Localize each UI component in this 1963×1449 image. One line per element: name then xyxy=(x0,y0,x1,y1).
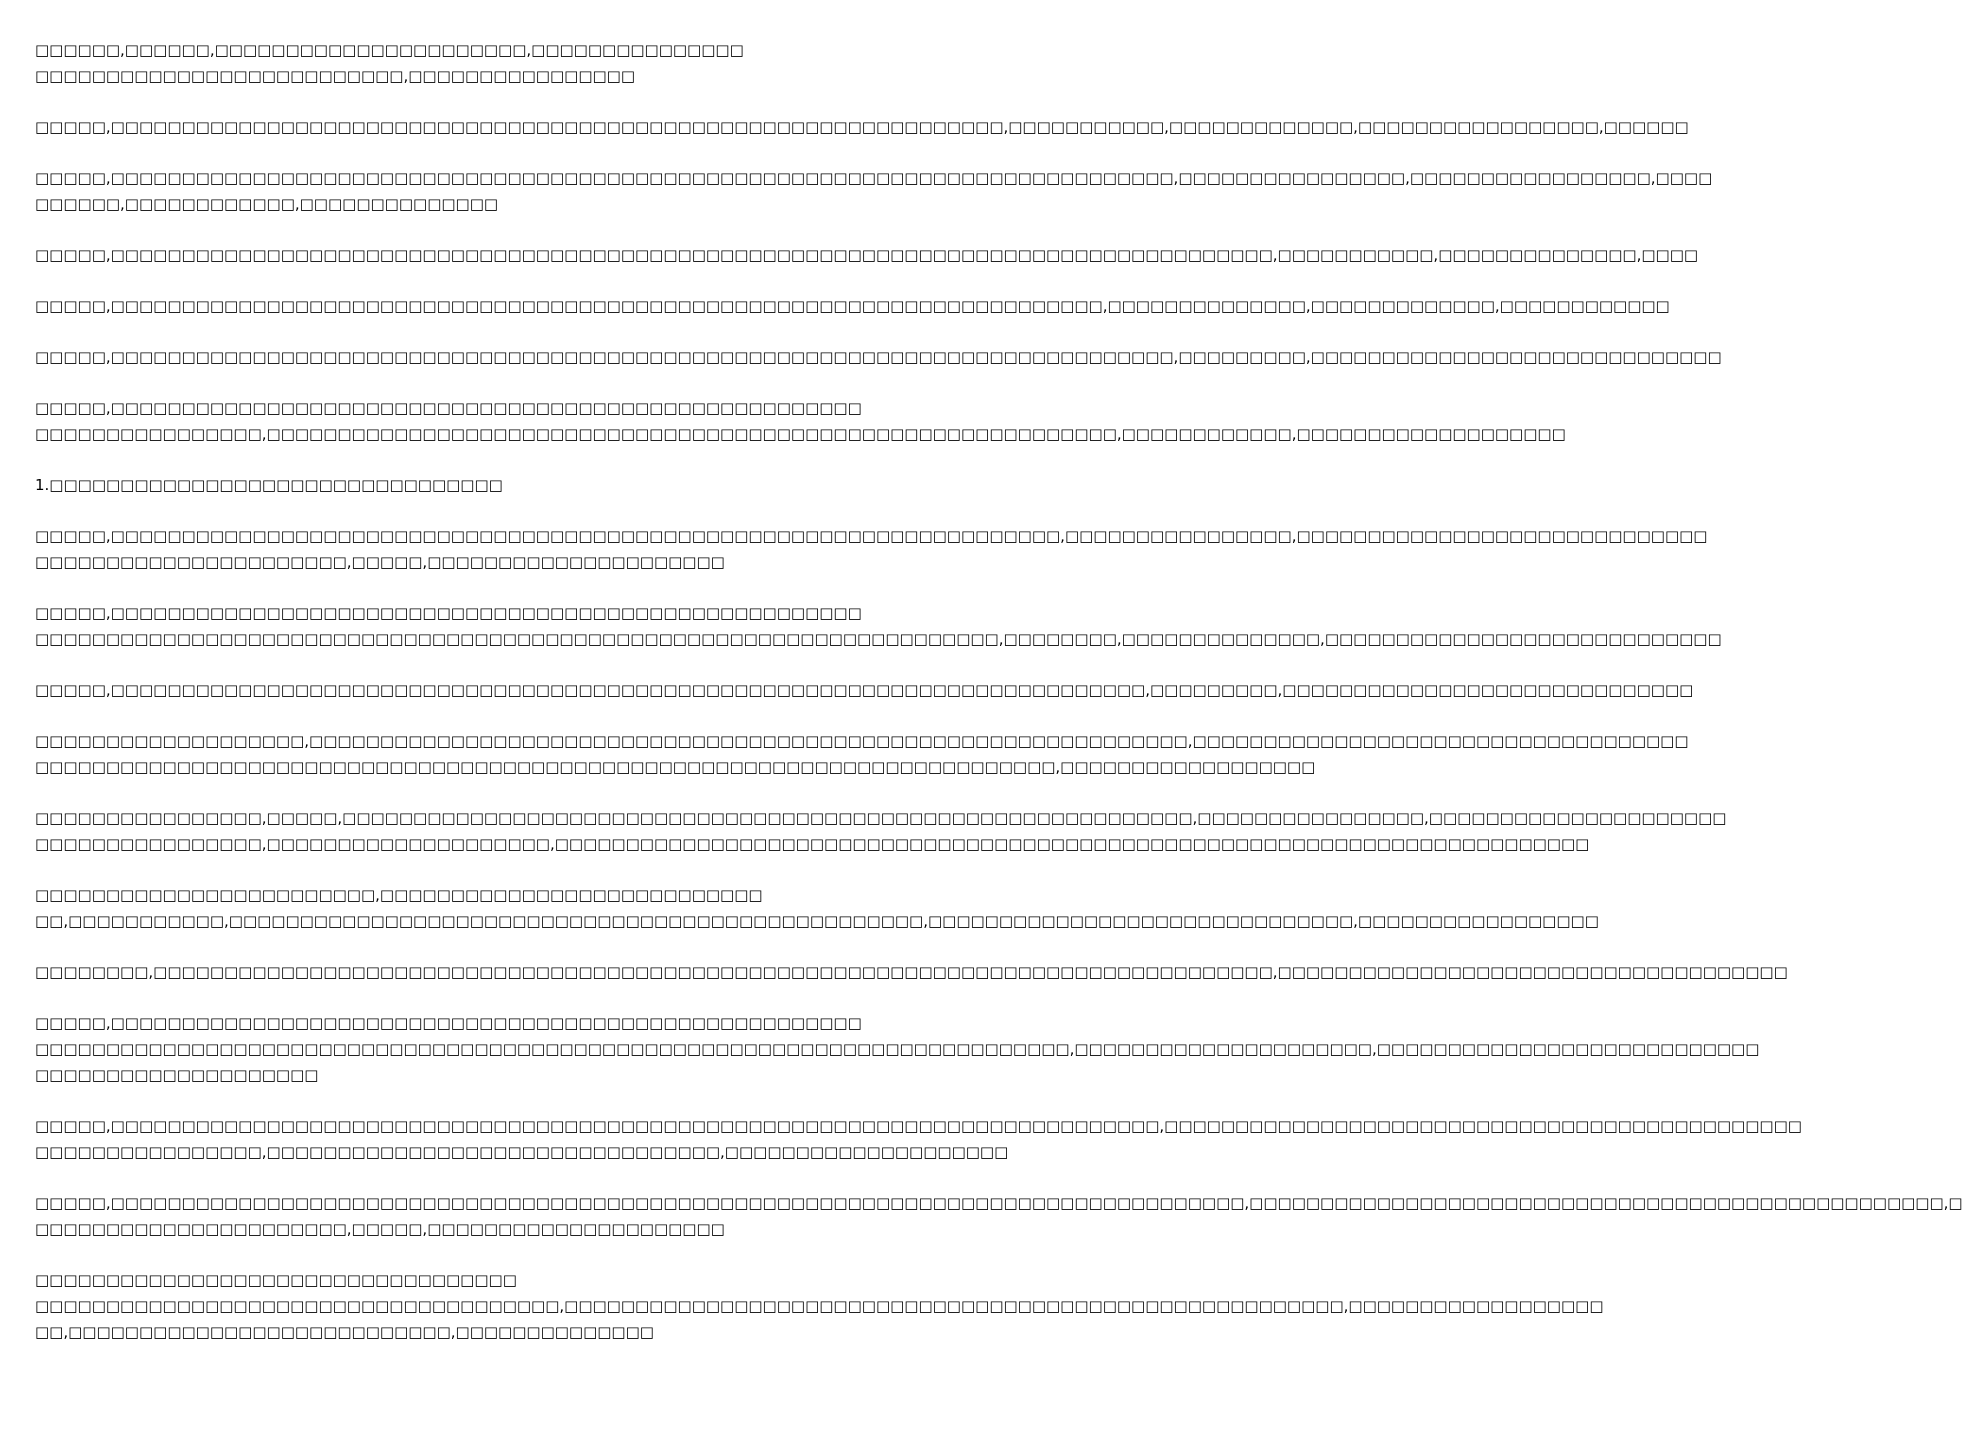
paragraph xyxy=(35,293,1670,319)
text-line: □□□□□,□□□□□□□□□□□□□□□□□□□□□□□□□□□□□□□□□□□□□□□□□□□□□□□□□□□□□□□□□□□□□□□□□□□□□□□□□,□□□□□□□□□,□□□□□□□□□□□□□□□□□□□□□□□□□□□□□ xyxy=(35,681,1694,699)
text-line: □□□□□□□□□□□□□□□□□□□□□□□□□□□□□□□□□□□□□□□□□□□□□□□□□□□□□□□□□□□□□□□□□□□□,□□□□□□□□,□□□□□□□□□□□□□□,□□□□□□□□□□□□□□□□□□□□□□□□□□□□ xyxy=(35,630,1722,648)
paragraph xyxy=(35,677,1694,703)
text-line: □□□□□□□□□□□□□□□□□□□□□□,□□□□□,□□□□□□□□□□□□□□□□□□□□□ xyxy=(35,553,725,571)
text-line: □□□□□,□□□□□□□□□□□□□□□□□□□□□□□□□□□□□□□□□□□□□□□□□□□□□□□□□□□□□ xyxy=(35,604,862,622)
text-line: □□□□□□□□□□□□□□□□□□□□□□□□□□□□□□□□□□□□□□□□□□□□□□□□□□□□□□□□□□□□□□□□□□□□□□□□□,□□□□□□□□□□□□□□□□□□□□□,□□□□□□□□□□□□□□□□□□□□□□□□□□□ xyxy=(35,1040,1760,1058)
text-line: □□□□□□□□□□□□□□□□□□□,□□□□□□□□□□□□□□□□□□□□□□□□□□□□□□□□□□□□□□□□□□□□□□□□□□□□□□□□□□□□□□,□□□□□□□□□□□□□□□□□□□□□□□□□□□□□□□□□□□ xyxy=(35,732,1689,750)
paragraph xyxy=(35,959,1788,985)
paragraph xyxy=(35,600,1722,652)
text-line: □□□□□□□□□□□□□□□□,□□□□□,□□□□□□□□□□□□□□□□□□□□□□□□□□□□□□□□□□□□□□□□□□□□□□□□□□□□□□□□□□□□,□□□□□□□□□□□□□□□□,□□□□□□□□□□□□□□□□□□□□□ xyxy=(35,809,1727,827)
text-line: □□□□□□,□□□□□□□□□□□□,□□□□□□□□□□□□□□ xyxy=(35,195,499,213)
paragraph xyxy=(35,344,1722,370)
paragraph xyxy=(35,114,1689,140)
text-line: □□□□□□□□,□□□□□□□□□□□□□□□□□□□□□□□□□□□□□□□□□□□□□□□□□□□□□□□□□□□□□□□□□□□□□□□□□□□□□□□□□□□□□□□,□□□□□□□□□□□□□□□□□□□□□□□□□□□□□□□□□□□□ xyxy=(35,963,1788,981)
text-line: □□□□□□□□□□□□□□□□□□□□□□□□,□□□□□□□□□□□□□□□□□□□□□□□□□□□ xyxy=(35,886,763,904)
paragraph xyxy=(35,1113,1802,1165)
text-line: □□□□□□□□□□□□□□□□□□□□□□□□□□□□□□□□□□ xyxy=(35,1271,517,1289)
paragraph xyxy=(35,882,1599,934)
text-line: □□□□□,□□□□□□□□□□□□□□□□□□□□□□□□□□□□□□□□□□□□□□□□□□□□□□□□□□□□□□□□□□□□□□□□□□□□□□□□□□□□□□□□,□□□□□□□□□□□□□□□□□□□□□□□□□□□□□□□□□□□□□□□□□□□□□□□□□,□ xyxy=(35,1194,1963,1212)
text-line: □□,□□□□□□□□□□□,□□□□□□□□□□□□□□□□□□□□□□□□□□□□□□□□□□□□□□□□□□□□□□□□□,□□□□□□□□□□□□□□□□□□□□□□□□□□□□□□,□□□□□□□□□□□□□□□□□ xyxy=(35,912,1599,930)
text-line: □□□□□,□□□□□□□□□□□□□□□□□□□□□□□□□□□□□□□□□□□□□□□□□□□□□□□□□□□□□ xyxy=(35,1014,862,1032)
text-line: □□□□□□□□□□□□□□□□□□□□□□,□□□□□,□□□□□□□□□□□□□□□□□□□□□ xyxy=(35,1220,725,1238)
paragraph xyxy=(35,1267,1604,1345)
paragraph xyxy=(35,242,1699,268)
text-line: □□□□□□□□□□□□□□□□,□□□□□□□□□□□□□□□□□□□□,□□□□□□□□□□□□□□□□□□□□□□□□□□□□□□□□□□□□□□□□□□□□□□□□□□□□□□□□□□□□□□□□□□□□□□□□□ xyxy=(35,835,1590,853)
text-line: □□□□□□□□□□□□□□□□□□□□ xyxy=(35,1066,319,1084)
text-line: □□,□□□□□□□□□□□□□□□□□□□□□□□□□□□,□□□□□□□□□□□□□□ xyxy=(35,1323,654,1341)
paragraph xyxy=(35,1190,1963,1242)
text-line: □□□□□,□□□□□□□□□□□□□□□□□□□□□□□□□□□□□□□□□□□□□□□□□□□□□□□□□□□□□ xyxy=(35,399,862,417)
paragraph xyxy=(35,523,1708,575)
paragraph xyxy=(35,805,1727,857)
text-line: □□□□□,□□□□□□□□□□□□□□□□□□□□□□□□□□□□□□□□□□□□□□□□□□□□□□□□□□□□□□□□□□□□□□□,□□□□□□□□□□□,□□□□□□□□□□□□□,□□□□□□□□□□□□□□□□□,□□□□□□ xyxy=(35,118,1689,136)
text-line: □□□□□□,□□□□□□,□□□□□□□□□□□□□□□□□□□□□□,□□□□□□□□□□□□□□□ xyxy=(35,41,744,59)
paragraph xyxy=(35,395,1566,447)
text-line: □□□□□□□□□□□□□□□□,□□□□□□□□□□□□□□□□□□□□□□□□□□□□□□□□□□□□□□□□□□□□□□□□□□□□□□□□□□□□,□□□□□□□□□□□□,□□□□□□□□□□□□□□□□□□□ xyxy=(35,425,1566,443)
text-line: □□□□□□□□□□□□□□□□□□□□□□□□□□□□□□□□□□□□□□□□□□□□□□□□□□□□□□□□□□□□□□□□□□□□□□□□,□□□□□□□□□□□□□□□□□□ xyxy=(35,758,1316,776)
document-body xyxy=(35,37,1963,1370)
text-line: 1.□□□□□□□□□□□□□□□□□□□□□□□□□□□□□□□□ xyxy=(35,476,503,494)
paragraph xyxy=(35,165,1713,217)
text-line: □□□□□,□□□□□□□□□□□□□□□□□□□□□□□□□□□□□□□□□□□□□□□□□□□□□□□□□□□□□□□□□□□□□□□□□□□,□□□□□□□□□□□□□□□□,□□□□□□□□□□□□□□□□□□□□□□□□□□□□□ xyxy=(35,527,1708,545)
text-line: □□□□□□□□□□□□□□□□,□□□□□□□□□□□□□□□□□□□□□□□□□□□□□□□□,□□□□□□□□□□□□□□□□□□□□ xyxy=(35,1143,1009,1161)
text-line: □□□□□,□□□□□□□□□□□□□□□□□□□□□□□□□□□□□□□□□□□□□□□□□□□□□□□□□□□□□□□□□□□□□□□□□□□□□□□□□□□□□□□□□□,□□□□□□□□□□□,□□□□□□□□□□□□□□,□□□□ xyxy=(35,246,1699,264)
text-line: □□□□□,□□□□□□□□□□□□□□□□□□□□□□□□□□□□□□□□□□□□□□□□□□□□□□□□□□□□□□□□□□□□□□□□□□□□□□□□□□□,□□□□□□□□□,□□□□□□□□□□□□□□□□□□□□□□□□□□□□□ xyxy=(35,348,1722,366)
text-line: □□□□□,□□□□□□□□□□□□□□□□□□□□□□□□□□□□□□□□□□□□□□□□□□□□□□□□□□□□□□□□□□□□□□□□□□□□□□□□□□□,□□□□□□□□□□□□□□□□,□□□□□□□□□□□□□□□□□,□□□□ xyxy=(35,169,1713,187)
paragraph xyxy=(35,37,989,89)
paragraph xyxy=(35,728,1689,780)
paragraph xyxy=(35,1010,1760,1088)
text-line: □□□□□□□□□□□□□□□□□□□□□□□□□□□□□□□□□□□□□,□□□□□□□□□□□□□□□□□□□□□□□□□□□□□□□□□□□□□□□□□□□□□□□□□□□□□□□,□□□□□□□□□□□□□□□□□□ xyxy=(35,1297,1604,1315)
paragraph xyxy=(35,472,989,498)
text-line: □□□□□,□□□□□□□□□□□□□□□□□□□□□□□□□□□□□□□□□□□□□□□□□□□□□□□□□□□□□□□□□□□□□□□□□□□□□□,□□□□□□□□□□□□□□,□□□□□□□□□□□□□,□□□□□□□□□□□□ xyxy=(35,297,1670,315)
text-line: □□□□□,□□□□□□□□□□□□□□□□□□□□□□□□□□□□□□□□□□□□□□□□□□□□□□□□□□□□□□□□□□□□□□□□□□□□□□□□□□,□□□□□□□□□□□□□□□□□□□□□□□□□□□□□□□□□□□□□□□□□□□□□ xyxy=(35,1117,1802,1135)
text-line: □□□□□□□□□□□□□□□□□□□□□□□□□□,□□□□□□□□□□□□□□□□ xyxy=(35,67,636,85)
